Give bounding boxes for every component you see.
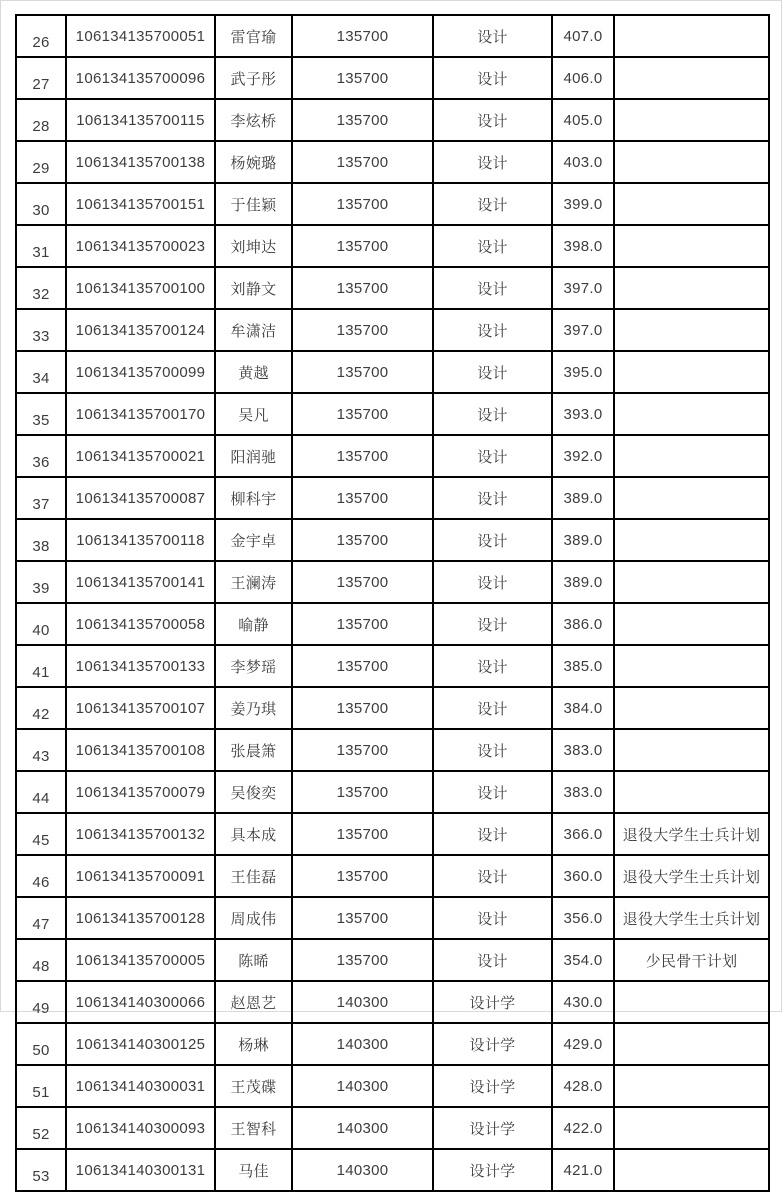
cell-name: 刘坤达 [215, 225, 292, 267]
cell-major-code: 135700 [292, 141, 433, 183]
cell-score: 393.0 [552, 393, 614, 435]
cell-major-code: 135700 [292, 603, 433, 645]
cell-score: 397.0 [552, 309, 614, 351]
table-row [16, 561, 769, 603]
cell-remark [614, 561, 769, 603]
cell-major: 设计 [433, 435, 552, 477]
cell-major: 设计学 [433, 1149, 552, 1191]
cell-exam-id: 106134135700118 [66, 519, 215, 561]
cell-major: 设计学 [433, 1065, 552, 1107]
cell-major-code: 135700 [292, 225, 433, 267]
cell-remark [614, 225, 769, 267]
cell-seq: 43 [16, 729, 66, 771]
cell-name: 黄越 [215, 351, 292, 393]
cell-seq: 35 [16, 393, 66, 435]
cell-major-code: 135700 [292, 309, 433, 351]
cell-remark: 退役大学生士兵计划 [614, 855, 769, 897]
cell-major-code: 135700 [292, 351, 433, 393]
cell-seq: 29 [16, 141, 66, 183]
cell-score: 405.0 [552, 99, 614, 141]
cell-major-code: 140300 [292, 1107, 433, 1149]
cell-major: 设计学 [433, 1023, 552, 1065]
cell-exam-id: 106134135700021 [66, 435, 215, 477]
cell-name: 马佳 [215, 1149, 292, 1191]
cell-exam-id: 106134135700151 [66, 183, 215, 225]
cell-major-code: 135700 [292, 687, 433, 729]
cell-major-code: 135700 [292, 57, 433, 99]
cell-major: 设计 [433, 771, 552, 813]
cell-exam-id: 106134140300066 [66, 981, 215, 1023]
cell-remark [614, 1023, 769, 1065]
results-table-body [16, 15, 769, 1191]
cell-seq: 52 [16, 1107, 66, 1149]
cell-seq: 36 [16, 435, 66, 477]
cell-name: 喻静 [215, 603, 292, 645]
cell-major: 设计 [433, 561, 552, 603]
cell-seq: 44 [16, 771, 66, 813]
cell-major: 设计 [433, 603, 552, 645]
cell-remark: 少民骨干计划 [614, 939, 769, 981]
cell-major: 设计 [433, 855, 552, 897]
cell-exam-id: 106134135700141 [66, 561, 215, 603]
cell-major: 设计 [433, 267, 552, 309]
cell-name: 武子彤 [215, 57, 292, 99]
cell-remark [614, 393, 769, 435]
cell-name: 牟潇洁 [215, 309, 292, 351]
cell-seq: 51 [16, 1065, 66, 1107]
cell-seq: 33 [16, 309, 66, 351]
cell-major-code: 135700 [292, 15, 433, 57]
cell-seq: 45 [16, 813, 66, 855]
table-row [16, 645, 769, 687]
cell-exam-id: 106134135700099 [66, 351, 215, 393]
table-row [16, 897, 769, 939]
cell-score: 422.0 [552, 1107, 614, 1149]
cell-exam-id: 106134140300125 [66, 1023, 215, 1065]
cell-major: 设计 [433, 15, 552, 57]
cell-major-code: 140300 [292, 1149, 433, 1191]
cell-remark [614, 687, 769, 729]
cell-remark [614, 141, 769, 183]
cell-major-code: 135700 [292, 267, 433, 309]
cell-seq: 49 [16, 981, 66, 1023]
cell-major: 设计 [433, 99, 552, 141]
cell-score: 389.0 [552, 519, 614, 561]
cell-exam-id: 106134140300031 [66, 1065, 215, 1107]
cell-seq: 40 [16, 603, 66, 645]
cell-exam-id: 106134135700170 [66, 393, 215, 435]
table-row [16, 1065, 769, 1107]
cell-score: 428.0 [552, 1065, 614, 1107]
cell-name: 周成伟 [215, 897, 292, 939]
cell-major: 设计学 [433, 981, 552, 1023]
admission-results-table [15, 14, 770, 1192]
cell-remark [614, 477, 769, 519]
cell-exam-id: 106134135700005 [66, 939, 215, 981]
table-row [16, 771, 769, 813]
cell-seq: 39 [16, 561, 66, 603]
cell-exam-id: 106134140300131 [66, 1149, 215, 1191]
cell-major-code: 135700 [292, 729, 433, 771]
table-row [16, 1107, 769, 1149]
cell-exam-id: 106134135700124 [66, 309, 215, 351]
cell-major-code: 135700 [292, 99, 433, 141]
cell-seq: 31 [16, 225, 66, 267]
cell-remark [614, 519, 769, 561]
cell-name: 具本成 [215, 813, 292, 855]
cell-major-code: 135700 [292, 771, 433, 813]
table-row [16, 981, 769, 1023]
cell-seq: 50 [16, 1023, 66, 1065]
cell-major-code: 135700 [292, 897, 433, 939]
cell-seq: 37 [16, 477, 66, 519]
cell-score: 385.0 [552, 645, 614, 687]
table-row [16, 519, 769, 561]
cell-major: 设计 [433, 939, 552, 981]
cell-name: 吴凡 [215, 393, 292, 435]
cell-major-code: 135700 [292, 939, 433, 981]
cell-name: 雷官瑜 [215, 15, 292, 57]
cell-remark [614, 57, 769, 99]
cell-remark [614, 603, 769, 645]
cell-seq: 48 [16, 939, 66, 981]
cell-exam-id: 106134135700128 [66, 897, 215, 939]
cell-seq: 38 [16, 519, 66, 561]
table-row [16, 99, 769, 141]
cell-exam-id: 106134135700051 [66, 15, 215, 57]
cell-seq: 26 [16, 15, 66, 57]
cell-major: 设计 [433, 897, 552, 939]
cell-exam-id: 106134135700138 [66, 141, 215, 183]
cell-major: 设计 [433, 225, 552, 267]
table-row [16, 687, 769, 729]
cell-score: 389.0 [552, 477, 614, 519]
cell-major-code: 135700 [292, 561, 433, 603]
cell-score: 407.0 [552, 15, 614, 57]
cell-remark [614, 267, 769, 309]
table-row [16, 267, 769, 309]
table-row [16, 1023, 769, 1065]
cell-major: 设计 [433, 687, 552, 729]
cell-major-code: 135700 [292, 855, 433, 897]
cell-name: 金宇卓 [215, 519, 292, 561]
cell-score: 429.0 [552, 1023, 614, 1065]
cell-seq: 47 [16, 897, 66, 939]
table-row [16, 183, 769, 225]
cell-score: 354.0 [552, 939, 614, 981]
cell-name: 王澜涛 [215, 561, 292, 603]
cell-seq: 30 [16, 183, 66, 225]
cell-seq: 42 [16, 687, 66, 729]
cell-major-code: 135700 [292, 477, 433, 519]
cell-score: 389.0 [552, 561, 614, 603]
cell-major: 设计 [433, 519, 552, 561]
cell-score: 356.0 [552, 897, 614, 939]
cell-major: 设计学 [433, 1107, 552, 1149]
table-row [16, 435, 769, 477]
cell-score: 430.0 [552, 981, 614, 1023]
cell-name: 张晨箫 [215, 729, 292, 771]
cell-score: 383.0 [552, 771, 614, 813]
cell-score: 384.0 [552, 687, 614, 729]
cell-seq: 53 [16, 1149, 66, 1191]
cell-exam-id: 106134135700058 [66, 603, 215, 645]
cell-seq: 34 [16, 351, 66, 393]
cell-exam-id: 106134135700108 [66, 729, 215, 771]
cell-name: 阳润驰 [215, 435, 292, 477]
table-row [16, 813, 769, 855]
cell-exam-id: 106134135700100 [66, 267, 215, 309]
cell-major-code: 135700 [292, 393, 433, 435]
cell-remark: 退役大学生士兵计划 [614, 813, 769, 855]
table-row [16, 393, 769, 435]
cell-remark [614, 15, 769, 57]
cell-remark [614, 99, 769, 141]
cell-name: 于佳颖 [215, 183, 292, 225]
cell-score: 397.0 [552, 267, 614, 309]
cell-name: 王佳磊 [215, 855, 292, 897]
cell-major-code: 135700 [292, 183, 433, 225]
cell-major: 设计 [433, 645, 552, 687]
cell-major-code: 135700 [292, 813, 433, 855]
cell-score: 366.0 [552, 813, 614, 855]
cell-remark [614, 1065, 769, 1107]
cell-name: 赵恩艺 [215, 981, 292, 1023]
cell-score: 406.0 [552, 57, 614, 99]
cell-major: 设计 [433, 351, 552, 393]
cell-name: 刘静文 [215, 267, 292, 309]
cell-major: 设计 [433, 141, 552, 183]
cell-seq: 41 [16, 645, 66, 687]
cell-name: 陈晞 [215, 939, 292, 981]
cell-name: 柳科宇 [215, 477, 292, 519]
cell-seq: 27 [16, 57, 66, 99]
cell-exam-id: 106134135700079 [66, 771, 215, 813]
table-row [16, 939, 769, 981]
cell-seq: 46 [16, 855, 66, 897]
cell-exam-id: 106134135700087 [66, 477, 215, 519]
cell-remark [614, 729, 769, 771]
table-row [16, 1149, 769, 1191]
table-row [16, 15, 769, 57]
cell-exam-id: 106134135700133 [66, 645, 215, 687]
cell-major-code: 135700 [292, 435, 433, 477]
cell-major: 设计 [433, 309, 552, 351]
cell-score: 403.0 [552, 141, 614, 183]
cell-exam-id: 106134135700091 [66, 855, 215, 897]
cell-score: 392.0 [552, 435, 614, 477]
table-row [16, 309, 769, 351]
cell-exam-id: 106134135700107 [66, 687, 215, 729]
cell-seq: 32 [16, 267, 66, 309]
cell-name: 吴俊奕 [215, 771, 292, 813]
cell-major: 设计 [433, 729, 552, 771]
cell-remark [614, 309, 769, 351]
cell-major-code: 140300 [292, 1065, 433, 1107]
cell-remark [614, 1107, 769, 1149]
cell-major: 设计 [433, 477, 552, 519]
table-row [16, 57, 769, 99]
cell-name: 杨琳 [215, 1023, 292, 1065]
cell-remark [614, 981, 769, 1023]
cell-major: 设计 [433, 57, 552, 99]
cell-score: 395.0 [552, 351, 614, 393]
cell-score: 399.0 [552, 183, 614, 225]
table-row [16, 351, 769, 393]
cell-major: 设计 [433, 183, 552, 225]
cell-exam-id: 106134135700096 [66, 57, 215, 99]
cell-remark: 退役大学生士兵计划 [614, 897, 769, 939]
table-row [16, 603, 769, 645]
cell-exam-id: 106134135700115 [66, 99, 215, 141]
cell-exam-id: 106134135700132 [66, 813, 215, 855]
table-row [16, 729, 769, 771]
cell-remark [614, 351, 769, 393]
cell-name: 王智科 [215, 1107, 292, 1149]
cell-name: 王茂碟 [215, 1065, 292, 1107]
cell-name: 李炫桥 [215, 99, 292, 141]
table-row [16, 141, 769, 183]
cell-major: 设计 [433, 393, 552, 435]
cell-score: 386.0 [552, 603, 614, 645]
cell-name: 李梦瑶 [215, 645, 292, 687]
table-row [16, 225, 769, 267]
cell-exam-id: 106134135700023 [66, 225, 215, 267]
cell-major-code: 140300 [292, 1023, 433, 1065]
cell-score: 398.0 [552, 225, 614, 267]
cell-exam-id: 106134140300093 [66, 1107, 215, 1149]
table-row [16, 477, 769, 519]
cell-name: 杨婉璐 [215, 141, 292, 183]
cell-remark [614, 645, 769, 687]
cell-remark [614, 183, 769, 225]
cell-name: 姜乃琪 [215, 687, 292, 729]
cell-score: 421.0 [552, 1149, 614, 1191]
cell-remark [614, 771, 769, 813]
cell-major-code: 135700 [292, 645, 433, 687]
cell-major-code: 140300 [292, 981, 433, 1023]
cell-seq: 28 [16, 99, 66, 141]
cell-remark [614, 1149, 769, 1191]
table-row [16, 855, 769, 897]
cell-major-code: 135700 [292, 519, 433, 561]
cell-score: 360.0 [552, 855, 614, 897]
cell-remark [614, 435, 769, 477]
cell-major: 设计 [433, 813, 552, 855]
cell-score: 383.0 [552, 729, 614, 771]
